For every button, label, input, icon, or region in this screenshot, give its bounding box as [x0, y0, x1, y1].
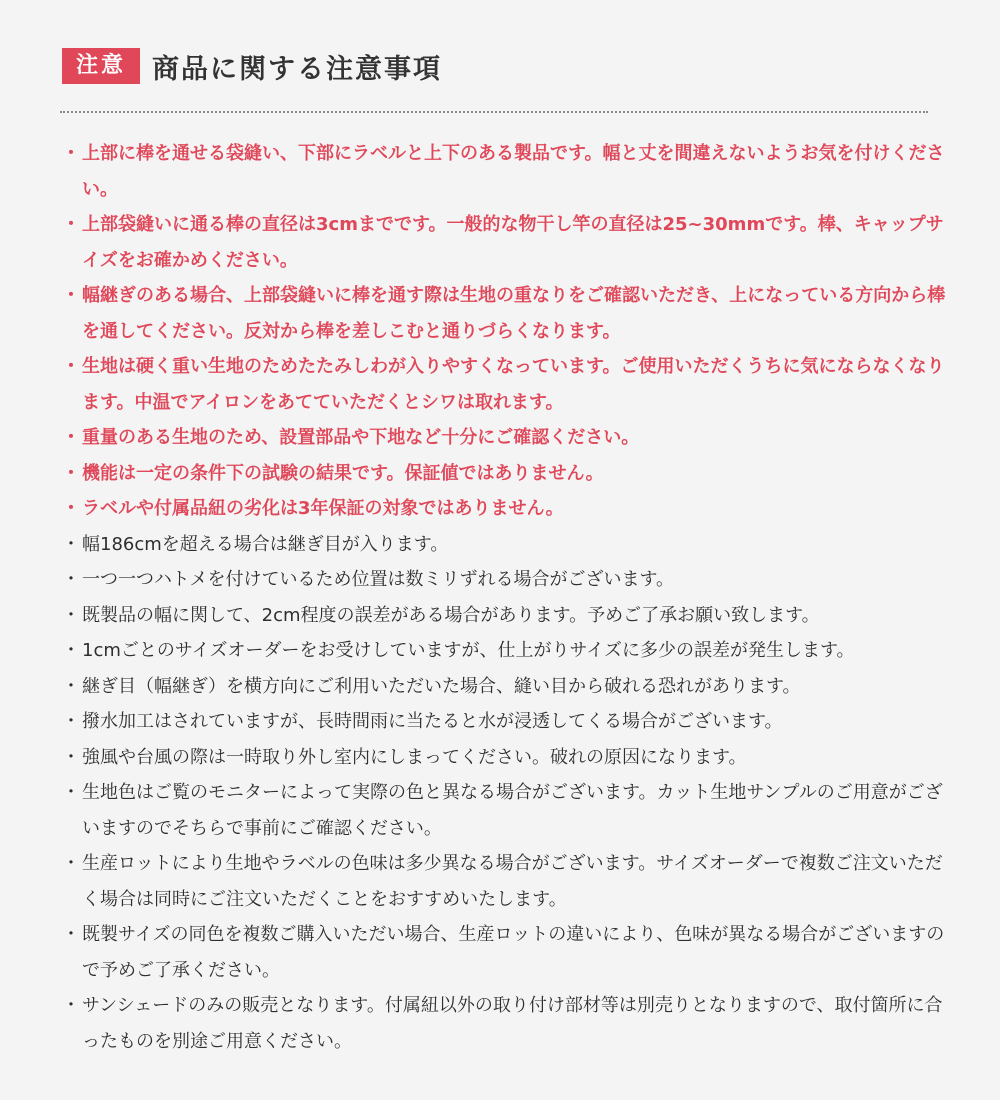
note-text: 重量のある生地のため、設置部品や下地など十分にご確認ください。 — [82, 427, 640, 448]
info-note — [62, 917, 952, 988]
bullet-icon: ・ — [62, 462, 80, 484]
dotted-divider — [60, 111, 928, 113]
note-text: サンシェードのみの販売となります。付属紐以外の取り付け部材等は別売りとなりますので、取付箇所に合ったものを別途ご用意ください。 — [82, 995, 943, 1052]
bullet-icon: ・ — [62, 143, 80, 164]
bullet-icon: ・ — [62, 569, 80, 590]
bullet-icon: ・ — [62, 285, 80, 306]
note-text: 機能は一定の条件下の試験の結果です。保証値ではありません。 — [82, 462, 604, 484]
info-note — [62, 527, 952, 563]
bullet-icon: ・ — [62, 853, 80, 874]
note-text: 1cmごとのサイズオーダーをお受けしていますが、仕上がりサイズに多少の誤差が発生します。 — [82, 640, 855, 661]
warning-note — [62, 491, 952, 527]
info-note — [62, 740, 952, 776]
info-note — [62, 988, 952, 1059]
warning-note — [62, 420, 952, 456]
note-text: 継ぎ目（幅継ぎ）を横方向にご利用いただいた場合、縫い目から破れる恐れがあります。 — [82, 675, 801, 697]
info-note — [62, 775, 952, 846]
notes-list — [62, 136, 952, 1059]
note-text: 強風や台風の際は一時取り外し室内にしまってください。破れの原因になります。 — [82, 746, 747, 768]
section-header — [62, 48, 442, 84]
bullet-icon: ・ — [62, 675, 80, 697]
warning-note — [62, 207, 952, 278]
info-note — [62, 562, 952, 598]
bullet-icon: ・ — [62, 604, 80, 626]
note-text: 幅継ぎのある場合、上部袋縫いに棒を通す際は生地の重なりをご確認いただき、上になっている方向から棒を通してください。反対から棒を差しこむと通りづらくなります。 — [82, 285, 946, 342]
bullet-icon: ・ — [62, 214, 80, 235]
warning-note — [62, 456, 952, 492]
note-text: 幅186cmを超える場合は継ぎ目が入ります。 — [82, 533, 449, 555]
page-title: 商品に関する注意事項 — [152, 53, 443, 85]
bullet-icon: ・ — [62, 995, 80, 1016]
warning-note — [62, 278, 952, 349]
info-note — [62, 704, 952, 740]
bullet-icon: ・ — [62, 533, 80, 555]
bullet-icon: ・ — [62, 746, 80, 768]
info-note — [62, 633, 952, 669]
note-text: 一つ一つハトメを付けているため位置は数ミリずれる場合がございます。 — [82, 569, 675, 590]
note-text: 生地は硬く重い生地のためたたみしわが入りやすくなっています。ご使用いただくうちに気にならなくなります。中温でアイロンをあてていただくとシワは取れます。 — [82, 356, 945, 413]
bullet-icon: ・ — [62, 640, 80, 661]
note-text: 上部袋縫いに通る棒の直径は3cmまでです。一般的な物干し竿の直径は25~30mmです。棒、キャップサイズをお確かめください。 — [82, 214, 944, 271]
bullet-icon: ・ — [62, 924, 80, 945]
info-note — [62, 846, 952, 917]
note-text: 生産ロットにより生地やラベルの色味は多少異なる場合がございます。サイズオーダーで複数ご注文いただく場合は同時にご注文いただくことをおすすめいたします。 — [82, 853, 943, 910]
bullet-icon: ・ — [62, 782, 80, 803]
caution-badge: 注意 — [62, 48, 140, 84]
warning-note — [62, 136, 952, 207]
note-text: 上部に棒を通せる袋縫い、下部にラベルと上下のある製品です。幅と丈を間違えないようお気を付けください。 — [82, 143, 945, 200]
bullet-icon: ・ — [62, 356, 80, 377]
note-text: ラベルや付属品紐の劣化は3年保証の対象ではありません。 — [82, 498, 564, 519]
note-text: 生地色はご覧のモニターによって実際の色と異なる場合がございます。カット生地サンプルのご用意がございますのでそちらで事前にご確認ください。 — [82, 782, 943, 839]
note-text: 既製サイズの同色を複数ご購入いただい場合、生産ロットの違いにより、色味が異なる場合がございますので予めご了承ください。 — [82, 924, 945, 981]
bullet-icon: ・ — [62, 498, 80, 519]
info-note — [62, 669, 952, 705]
bullet-icon: ・ — [62, 711, 80, 732]
bullet-icon: ・ — [62, 427, 80, 448]
info-note — [62, 598, 952, 634]
note-text: 既製品の幅に関して、2cm程度の誤差がある場合があります。予めご了承お願い致します。 — [82, 604, 820, 626]
note-text: 撥水加工はされていますが、長時間雨に当たると水が浸透してくる場合がございます。 — [82, 711, 783, 732]
warning-note — [62, 349, 952, 420]
